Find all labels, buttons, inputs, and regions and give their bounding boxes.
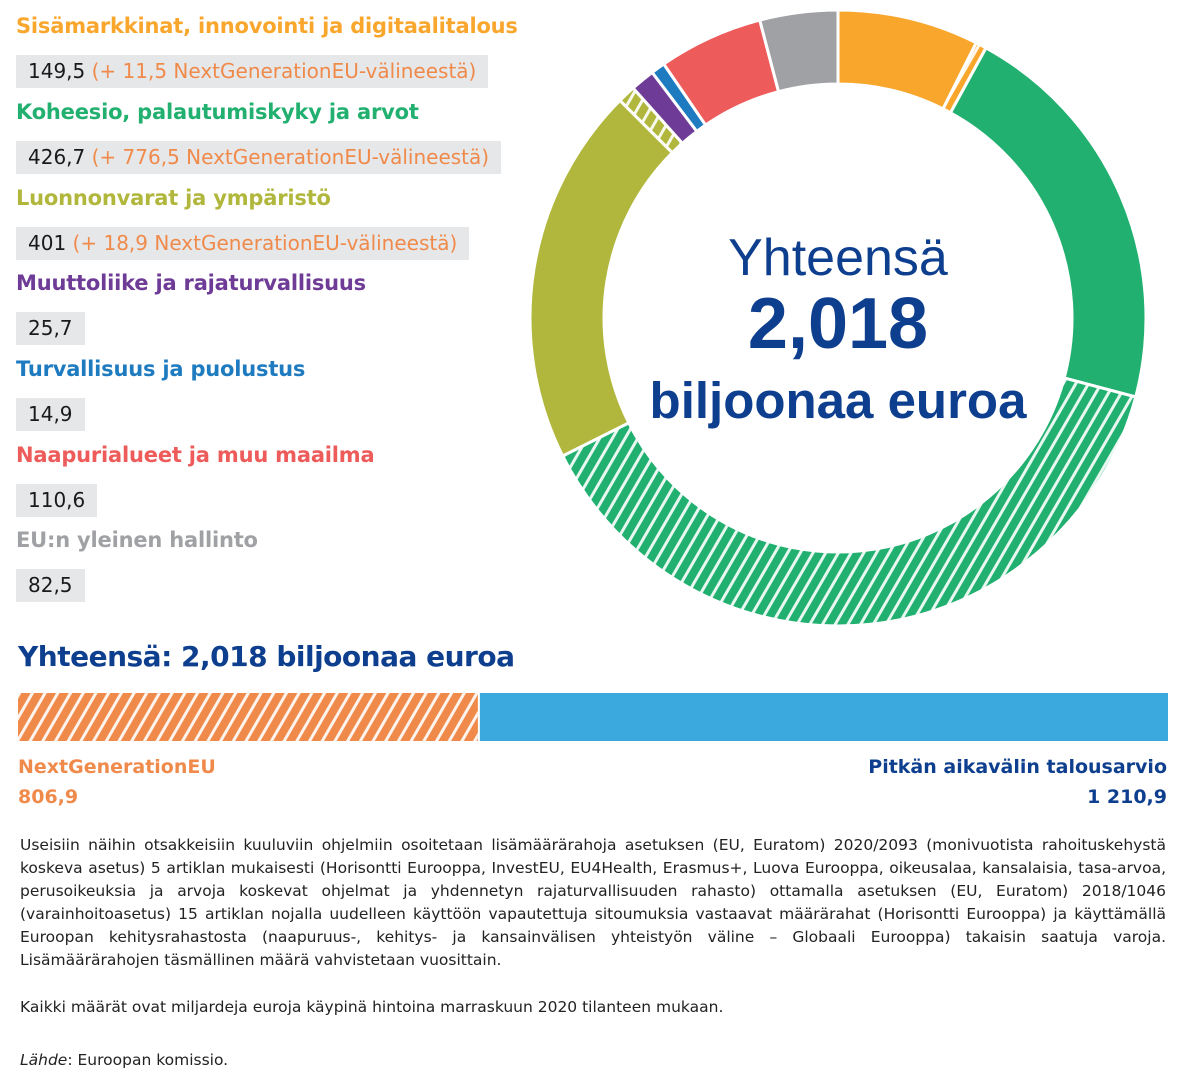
legend-value: 14,9 <box>28 402 73 426</box>
legend-value-box <box>16 484 97 517</box>
source-label: Lähde <box>20 1051 68 1069</box>
legend-title: Luonnonvarat ja ympäristö <box>16 186 331 210</box>
legend-item-natural-resources <box>16 186 458 255</box>
legend-item-neighbourhood <box>16 443 375 512</box>
budget-donut-chart <box>520 0 1180 640</box>
bar-segment-ngeu-hatch <box>18 693 478 741</box>
donut-center-total: 2,018 <box>747 284 929 364</box>
legend-value-box <box>16 141 501 174</box>
legend-item-administration <box>16 528 258 597</box>
legend-title: Koheesio, palautumiskyky ja arvot <box>16 100 419 124</box>
legend-item-cohesion <box>16 100 490 169</box>
legend-item-migration <box>16 271 366 340</box>
legend-value: 426,7 <box>28 145 86 169</box>
legend-ngeu-note: (+ 11,5 NextGenerationEU-välineestä) <box>91 59 477 83</box>
legend-title: Naapurialueet ja muu maailma <box>16 443 375 467</box>
legend-ngeu-note: (+ 18,9 NextGenerationEU-välineestä) <box>72 231 458 255</box>
legend-value: 82,5 <box>28 573 73 597</box>
donut-center-label: Yhteensä <box>728 229 948 287</box>
legend-value: 110,6 <box>28 488 86 512</box>
ngeu-vs-mff-bar <box>18 693 1168 741</box>
bar-chart-title: Yhteensä: 2,018 biljoonaa euroa <box>18 640 515 673</box>
legend-title: Muuttoliike ja rajaturvallisuus <box>16 271 366 295</box>
legend-value-box <box>16 312 85 345</box>
legend-value: 401 <box>28 231 67 255</box>
footnote-programmes: Useisiin näihin otsakkeisiin kuuluviin ohjelmiin osoitetaan lisämäärärahoja asetuksen (EU, Euratom) 2020/2093 (monivuotista rahoituskehystä koskeva asetus) 5 artiklan mukaisesti (Horisontti Eurooppa, InvestEU, EU4Health, Erasmus+, Luova Eurooppa, oikeusalaa, kansalaisia, tasa-arvoa, perusoikeuksia ja arvoja koskevat ohjelmat ja yhdennetyn rajaturvallisuuden rahasto) ottamalla asetuksen (EU, Euratom) 2018/1046 (varainhoitoasetus) 15 artiklan nojalla uudelleen käyttöön vapautettuja sitoumuksia vastaavat määrärahat (Horisontti Eurooppa) ja käyttämällä Euroopan kehitysrahastosta (naapuruus-, kehitys- ja kansainvälisen yhteistyön väline – Globaali Eurooppa) takaisin saatuja varoja. Lisämäärärahojen täsmällinen määrä vahvistetaan vuosittain. <box>20 836 1166 969</box>
donut-center-unit: biljoonaa euroa <box>649 372 1027 429</box>
source-note <box>20 1049 1166 1072</box>
legend-value-box <box>16 55 488 88</box>
legend-item-single-market <box>16 14 518 83</box>
mff-label: Pitkän aikavälin talousarvio <box>868 756 1167 778</box>
legend-value-box <box>16 569 85 602</box>
footnote-prices: Kaikki määrät ovat miljardeja euroja käypinä hintoina marraskuun 2020 tilanteen mukaan. <box>20 998 724 1016</box>
source-text: : Euroopan komissio. <box>67 1051 229 1069</box>
bar-segments <box>18 693 1168 741</box>
legend-title: Sisämarkkinat, innovointi ja digitaalitalous <box>16 14 518 38</box>
ngeu-label: NextGenerationEU <box>18 756 216 778</box>
legend-value: 149,5 <box>28 59 86 83</box>
ngeu-value: 806,9 <box>18 786 79 808</box>
mff-value: 1 210,9 <box>1087 786 1167 808</box>
legend-title: EU:n yleinen hallinto <box>16 528 258 552</box>
legend-value-box <box>16 227 469 260</box>
legend-title: Turvallisuus ja puolustus <box>16 357 306 381</box>
donut-slice-1-mff <box>950 48 1146 397</box>
legend-ngeu-note: (+ 776,5 NextGenerationEU-välineestä) <box>91 145 490 169</box>
legend-value: 25,7 <box>28 316 73 340</box>
legend-value-box <box>16 398 85 431</box>
bar-segment-mff <box>480 693 1168 741</box>
legend-item-security <box>16 357 306 426</box>
